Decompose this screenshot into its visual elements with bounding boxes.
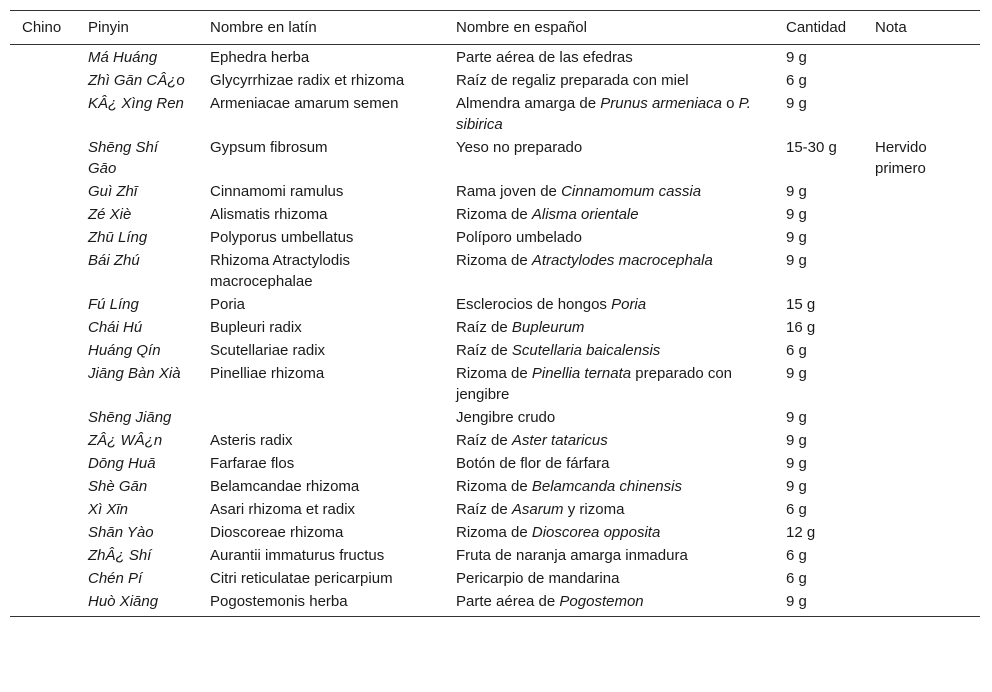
cell-quantity: 6 g [786,501,807,518]
cell-latin: Alismatis rhizoma [210,206,328,223]
species-name: Asarum [511,501,564,518]
cell-chinese [10,203,76,226]
cell-quantity: 6 g [786,547,807,564]
cell-latin: Asteris radix [210,432,293,449]
species-name: Scutellaria baicalensis [511,342,661,359]
cell-note [863,293,980,316]
cell-note [863,203,980,226]
spanish-text: Raíz de [456,342,512,359]
cell-pinyin: Fú Líng [88,296,139,313]
cell-latin: Armeniacae amarum semen [210,95,399,112]
species-name: Poria [611,296,647,313]
cell-chinese [10,406,76,429]
spanish-text: Pericarpio de mandarina [456,570,620,587]
cell-quantity: 6 g [786,570,807,587]
herbal-formula-table [10,10,980,617]
cell-note [863,429,980,452]
table-row [10,92,980,136]
cell-note [863,226,980,249]
cell-note [863,590,980,617]
cell-chinese [10,249,76,293]
cell-chinese [10,544,76,567]
table-row [10,429,980,452]
table-row [10,362,980,406]
cell-pinyin: Jiāng Bàn Xià [88,365,181,382]
cell-quantity: 9 g [786,252,807,269]
table-row [10,69,980,92]
cell-chinese [10,567,76,590]
cell-chinese [10,316,76,339]
spanish-text: Raíz de [456,432,512,449]
cell-chinese [10,362,76,406]
cell-latin: Glycyrrhizae radix et rhizoma [210,72,405,89]
table-row [10,544,980,567]
cell-note [863,521,980,544]
cell-chinese [10,429,76,452]
cell-spanish [444,339,774,362]
cell-quantity: 9 g [786,455,807,472]
cell-quantity: 6 g [786,342,807,359]
species-name: Bupleurum [511,319,585,336]
cell-chinese [10,293,76,316]
species-name: Atractylodes macrocephala [531,252,713,269]
spanish-text: Almendra amarga de [456,95,601,112]
cell-chinese [10,521,76,544]
cell-spanish [444,406,774,429]
cell-chinese [10,226,76,249]
cell-pinyin: Shān Yào [88,524,154,541]
header-spanish: Nombre en español [456,19,587,36]
cell-spanish [444,316,774,339]
cell-note: Hervido primero [875,139,927,177]
cell-pinyin: Guì Zhī [88,183,138,200]
spanish-text: Botón de flor de fárfara [456,455,610,472]
cell-note [863,544,980,567]
cell-note [863,362,980,406]
cell-latin: Aurantii immaturus fructus [210,547,385,564]
spanish-text: Rama joven de [456,183,562,200]
table-row [10,406,980,429]
cell-spanish [444,180,774,203]
cell-spanish [444,498,774,521]
table-row [10,567,980,590]
cell-quantity: 9 g [786,478,807,495]
cell-latin: Gypsum fibrosum [210,139,328,156]
cell-chinese [10,339,76,362]
cell-note [863,180,980,203]
table-row [10,316,980,339]
spanish-text: Parte aérea de [456,593,560,610]
cell-pinyin: Shēng Shí Gāo [88,139,159,177]
cell-note [863,406,980,429]
cell-note [863,92,980,136]
cell-spanish [444,475,774,498]
cell-chinese [10,475,76,498]
cell-spanish [444,203,774,226]
species-name: Dioscorea opposita [531,524,661,541]
table-row [10,45,980,70]
cell-latin: Pinelliae rhizoma [210,365,325,382]
cell-quantity: 9 g [786,432,807,449]
cell-quantity: 16 g [786,319,816,336]
table-row [10,475,980,498]
spanish-text: Raíz de regaliz preparada con miel [456,72,689,89]
cell-note [863,567,980,590]
cell-quantity: 15 g [786,296,816,313]
spanish-text: Jengibre crudo [456,409,556,426]
cell-note [863,316,980,339]
table-row [10,203,980,226]
cell-pinyin: KÂ¿ Xìng Ren [88,95,184,112]
cell-latin [198,406,444,429]
table-row [10,293,980,316]
species-name: P. sibirica [456,95,751,133]
cell-quantity: 9 g [786,206,807,223]
cell-spanish [444,293,774,316]
cell-pinyin: ZhÂ¿ Shí [88,547,152,564]
cell-note [863,249,980,293]
cell-latin: Pogostemonis herba [210,593,348,610]
header-pinyin: Pinyin [88,19,129,36]
cell-latin: Cinnamomi ramulus [210,183,344,200]
cell-pinyin: Zhū Líng [88,229,148,246]
cell-latin: Dioscoreae rhizoma [210,524,344,541]
cell-quantity: 15-30 g [786,139,837,156]
table-row [10,452,980,475]
cell-quantity: 12 g [786,524,816,541]
cell-chinese [10,498,76,521]
cell-spanish [444,226,774,249]
cell-pinyin: ZÂ¿ WÂ¿n [88,432,163,449]
spanish-text: Rizoma de [456,478,532,495]
table-row [10,136,980,180]
spanish-text: Políporo umbelado [456,229,582,246]
cell-quantity: 9 g [786,49,807,66]
cell-pinyin: Shēng Jiāng [88,409,172,426]
species-name: Pogostemon [559,593,644,610]
cell-spanish [444,69,774,92]
cell-note [863,498,980,521]
cell-chinese [10,452,76,475]
cell-pinyin: Huáng Qín [88,342,161,359]
cell-spanish [444,521,774,544]
cell-chinese [10,69,76,92]
table-row [10,180,980,203]
spanish-text: Raíz de [456,319,512,336]
cell-latin: Citri reticulatae pericarpium [210,570,393,587]
header-quantity: Cantidad [786,19,847,36]
cell-note [863,475,980,498]
table-header [10,11,980,45]
cell-latin: Belamcandae rhizoma [210,478,360,495]
spanish-text: Yeso no preparado [456,139,583,156]
cell-latin: Poria [210,296,246,313]
cell-latin: Bupleuri radix [210,319,302,336]
cell-pinyin: Má Huáng [88,49,158,66]
cell-quantity: 9 g [786,365,807,382]
species-name: Belamcanda chinensis [531,478,682,495]
spanish-text: Rizoma de [456,365,532,382]
cell-chinese [10,136,76,180]
cell-spanish [444,567,774,590]
cell-pinyin: Shè Gān [88,478,148,495]
cell-spanish [444,249,774,293]
cell-quantity: 9 g [786,409,807,426]
cell-latin: Ephedra herba [210,49,310,66]
cell-note [863,339,980,362]
cell-spanish [444,590,774,617]
cell-latin: Rhizoma Atractylodis macrocephalae [210,252,351,290]
cell-pinyin: Huò Xiāng [88,593,159,610]
cell-spanish [444,429,774,452]
table-row [10,339,980,362]
species-name: Cinnamomum cassia [561,183,702,200]
table-row [10,498,980,521]
spanish-text: Rizoma de [456,524,532,541]
cell-quantity: 9 g [786,95,807,112]
cell-spanish [444,92,774,136]
cell-pinyin: Zhì Gān CÂ¿o [88,72,185,89]
spanish-text: o [721,95,739,112]
cell-quantity: 6 g [786,72,807,89]
cell-latin: Farfarae flos [210,455,295,472]
spanish-text: Fruta de naranja amarga inmadura [456,547,688,564]
cell-spanish [444,452,774,475]
spanish-text: Parte aérea de las efedras [456,49,633,66]
cell-chinese [10,45,76,70]
cell-latin: Asari rhizoma et radix [210,501,356,518]
cell-pinyin: Dōng Huā [88,455,156,472]
table-body [10,45,980,617]
table-row [10,226,980,249]
cell-note [863,452,980,475]
cell-latin: Scutellariae radix [210,342,326,359]
header-latin: Nombre en latín [210,19,317,36]
table-row [10,590,980,617]
cell-chinese [10,180,76,203]
cell-note [863,69,980,92]
spanish-text: Rizoma de [456,206,532,223]
species-name: Alisma orientale [531,206,639,223]
spanish-text: preparado con jengibre [456,365,733,403]
header-row [10,11,980,45]
spanish-text: Esclerocios de hongos [456,296,612,313]
cell-pinyin: Bái Zhú [88,252,140,269]
cell-quantity: 9 g [786,593,807,610]
cell-pinyin: Chén Pí [88,570,143,587]
cell-chinese [10,590,76,617]
cell-spanish [444,544,774,567]
cell-pinyin: Xì Xīn [88,501,129,518]
table-row [10,521,980,544]
spanish-text: y rizoma [563,501,625,518]
cell-spanish [444,362,774,406]
cell-note [863,45,980,70]
cell-chinese [10,92,76,136]
table-row [10,249,980,293]
cell-pinyin: Zé Xiè [88,206,132,223]
species-name: Prunus armeniaca [600,95,722,112]
cell-spanish [444,45,774,70]
herbal-formula-table-container [10,10,980,617]
header-chinese: Chino [22,19,62,36]
header-note: Nota [875,19,907,36]
spanish-text: Raíz de [456,501,512,518]
cell-spanish [444,136,774,180]
species-name: Aster tataricus [511,432,608,449]
species-name: Pinellia ternata [531,365,632,382]
cell-pinyin: Chái Hú [88,319,143,336]
spanish-text: Rizoma de [456,252,532,269]
cell-quantity: 9 g [786,183,807,200]
cell-quantity: 9 g [786,229,807,246]
cell-latin: Polyporus umbellatus [210,229,354,246]
